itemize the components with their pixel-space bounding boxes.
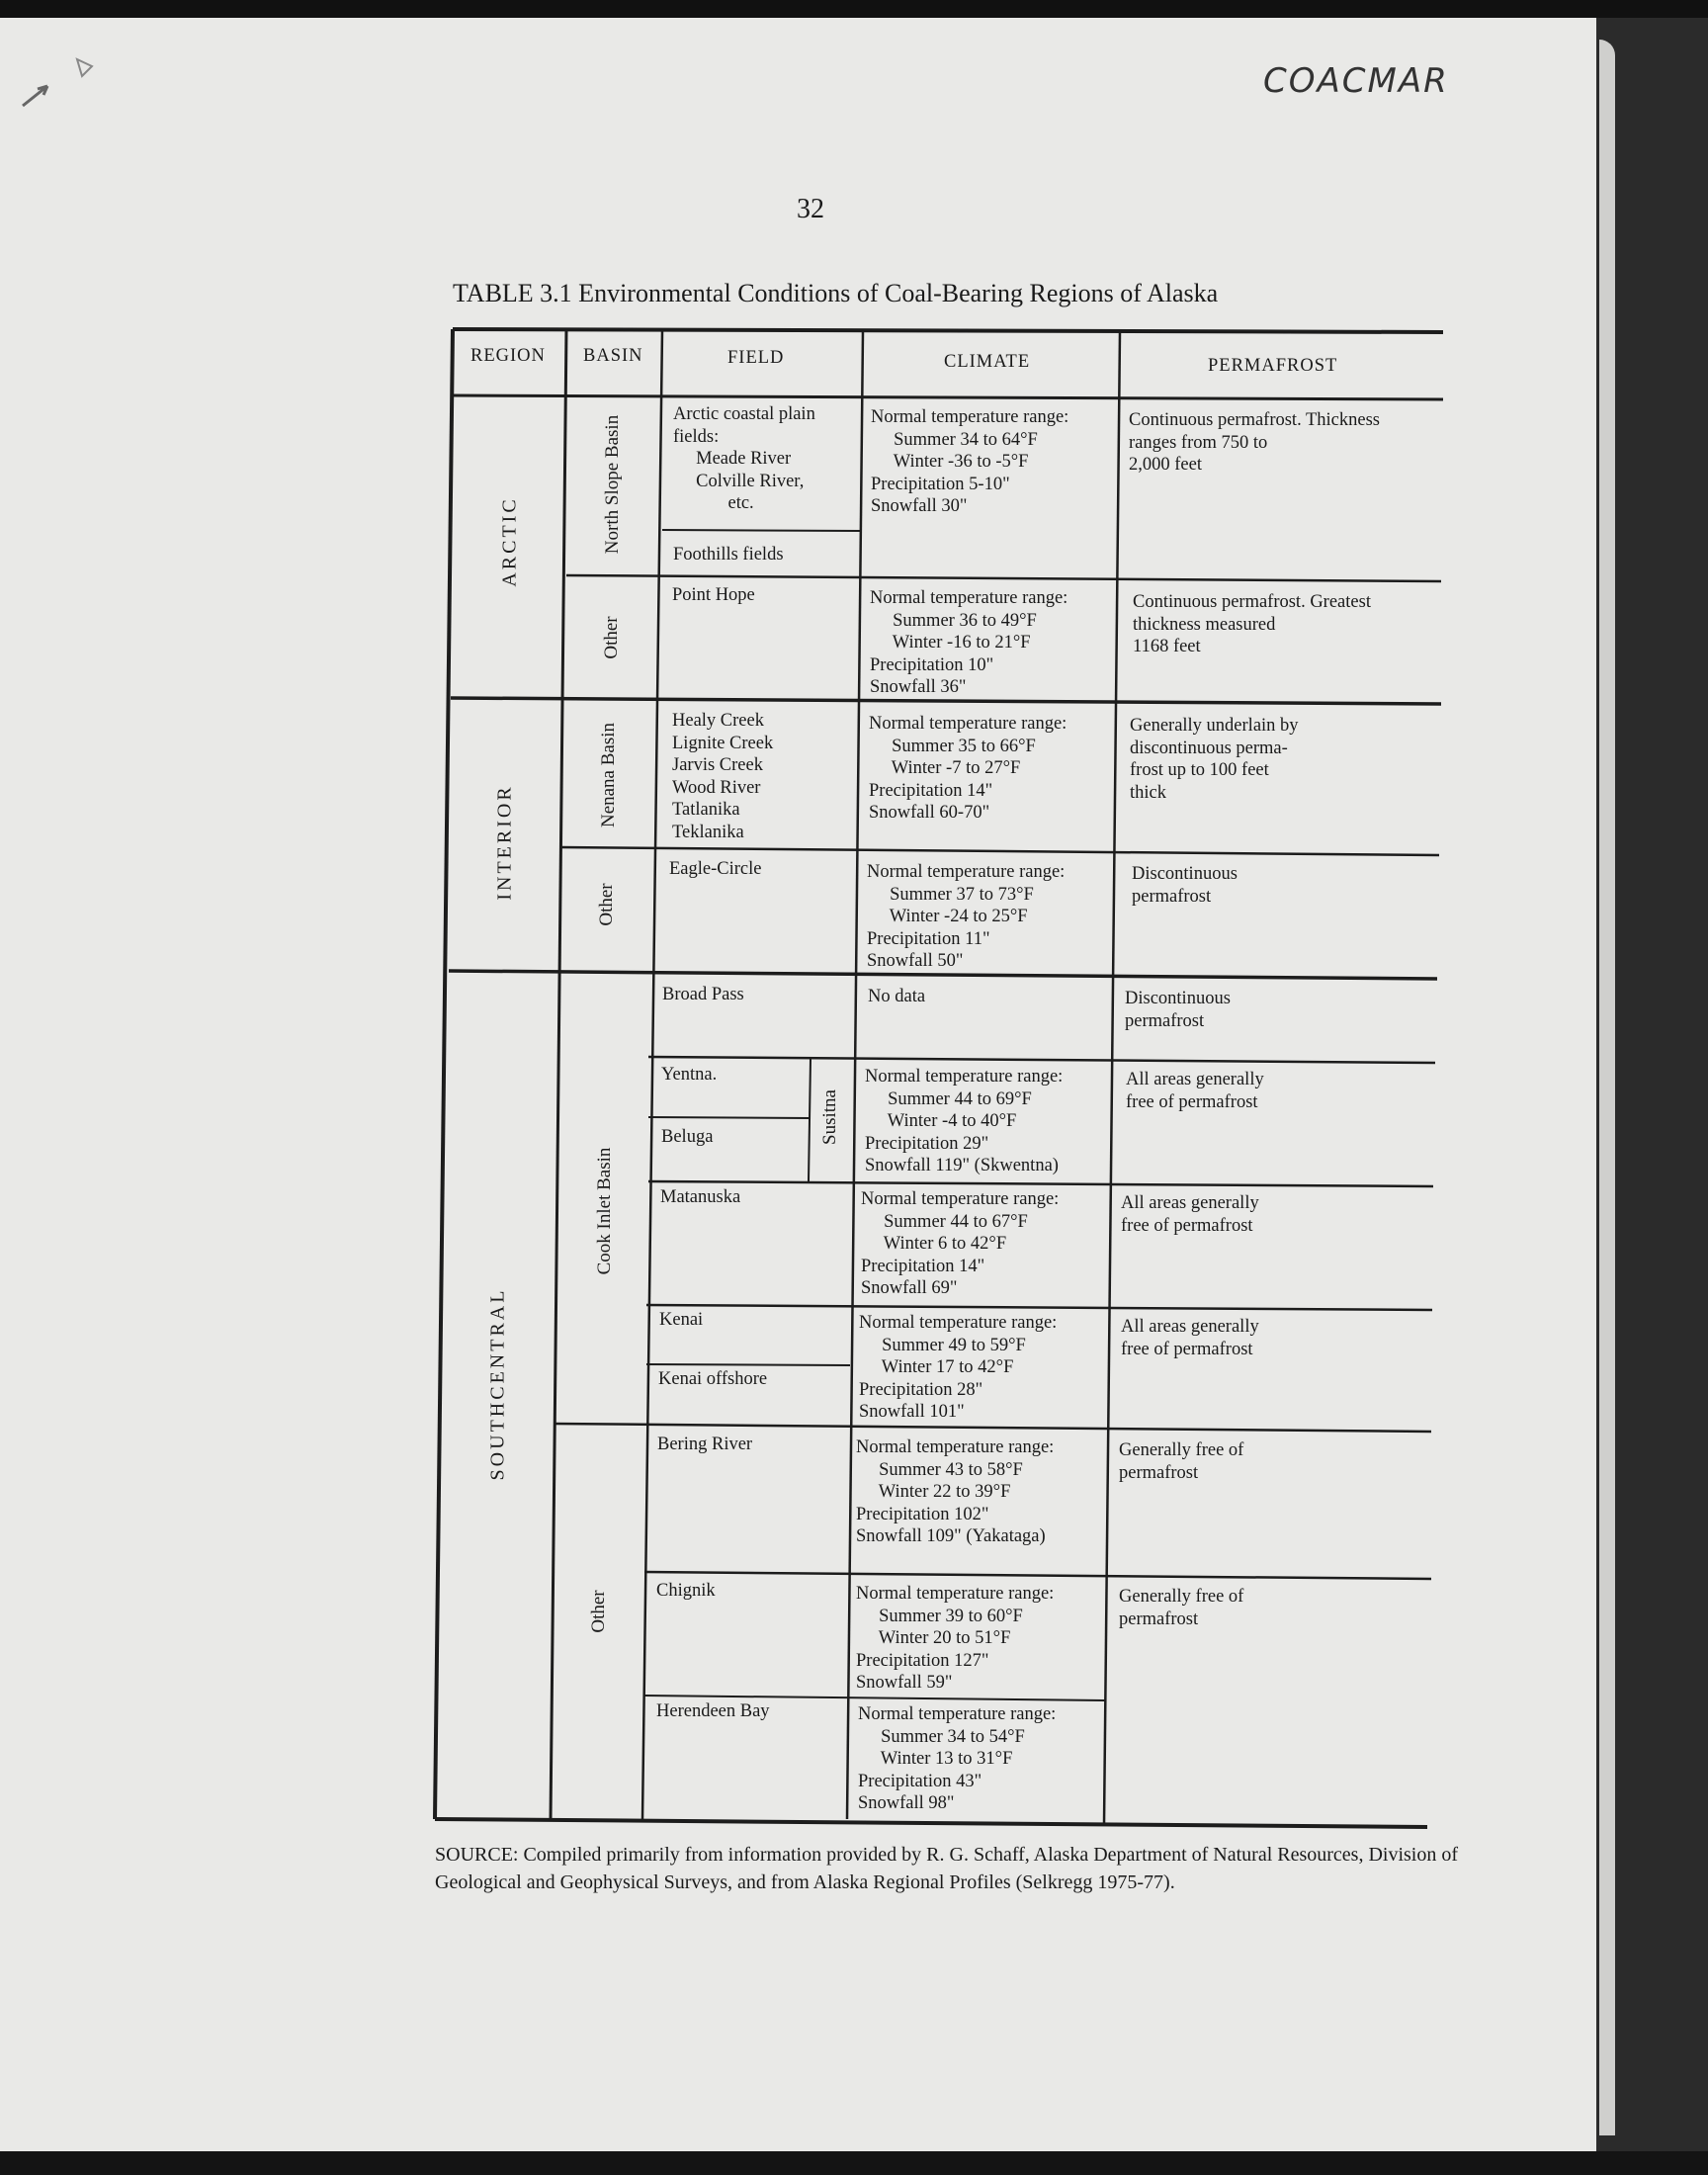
field-eagle-circle: Eagle-Circle xyxy=(669,859,762,879)
page-number: 32 xyxy=(797,194,824,224)
region-arctic: ARCTIC xyxy=(498,496,521,587)
field-broad-pass: Broad Pass xyxy=(662,985,744,1004)
field-nenana: Healy Creek Lignite Creek Jarvis Creek Wood River Tatlanika Teklanika xyxy=(672,711,774,842)
header-permafrost: PERMAFROST xyxy=(1208,356,1338,376)
climate-nenana: Normal temperature range: Summer 35 to 66°F Winter -7 to 27°F Precipitation 14" Snowfall 60-70" xyxy=(869,714,1068,823)
basin-interior-other: Other xyxy=(596,883,617,926)
permafrost-bering-river: Generally free of permafrost xyxy=(1119,1440,1244,1483)
permafrost-north-slope: Continuous permafrost. Thickness ranges from 750 to 2,000 feet xyxy=(1129,410,1381,475)
field-yentna: Yentna. xyxy=(661,1065,718,1085)
permafrost-point-hope: Continuous permafrost. Greatest thickness measured 1168 feet xyxy=(1133,592,1371,656)
field-kenai: Kenai xyxy=(659,1310,704,1330)
field-chignik: Chignik xyxy=(656,1581,716,1601)
handwritten-note: COACMAR xyxy=(1263,61,1449,101)
field-bering-river: Bering River xyxy=(657,1435,753,1454)
field-kenai-offshore: Kenai offshore xyxy=(658,1369,768,1389)
basin-southcentral-other: Other xyxy=(588,1590,609,1633)
region-southcentral: SOUTHCENTRAL xyxy=(486,1287,509,1481)
header-basin: BASIN xyxy=(583,346,643,366)
permafrost-kenai: All areas generally free of permafrost xyxy=(1121,1317,1259,1359)
climate-broad-pass: No data xyxy=(868,987,926,1006)
permafrost-nenana: Generally underlain by discontinuous perma- frost up to 100 feet thick xyxy=(1130,716,1299,803)
climate-chignik: Normal temperature range: Summer 39 to 60°F Winter 20 to 51°F Precipitation 127" Snowfall 59" xyxy=(856,1584,1055,1693)
field-herendeen-bay: Herendeen Bay xyxy=(656,1701,770,1721)
header-field: FIELD xyxy=(727,348,785,368)
source-note: SOURCE: Compiled primarily from information provided by R. G. Schaff, Alaska Department of Natural Resources, Division of Geological and Geophysical Surveys, and from Alaska Regional Profiles (Selkregg 1975-77). xyxy=(435,1844,1459,1893)
header-region: REGION xyxy=(470,346,546,366)
climate-point-hope: Normal temperature range: Summer 36 to 49°F Winter -16 to 21°F Precipitation 10" Snowfall 36" xyxy=(870,588,1068,697)
header-climate: CLIMATE xyxy=(944,352,1031,372)
basin-cook-inlet: Cook Inlet Basin xyxy=(594,1147,615,1275)
table-title: TABLE 3.1 Environmental Conditions of Coal-Bearing Regions of Alaska xyxy=(453,279,1219,307)
field-point-hope: Point Hope xyxy=(672,585,755,605)
climate-north-slope: Normal temperature range: Summer 34 to 64°F Winter -36 to -5°F Precipitation 5-10" Snowfall 30" xyxy=(871,407,1069,516)
climate-matanuska: Normal temperature range: Summer 44 to 67°F Winter 6 to 42°F Precipitation 14" Snowfall 69" xyxy=(861,1189,1060,1298)
climate-susitna: Normal temperature range: Summer 44 to 69°F Winter -4 to 40°F Precipitation 29" Snowfall 119" (Skwentna) xyxy=(865,1067,1064,1175)
region-interior: INTERIOR xyxy=(493,784,516,901)
climate-bering-river: Normal temperature range: Summer 43 to 58°F Winter 22 to 39°F Precipitation 102" Snowfall 109" (Yakataga) xyxy=(856,1437,1055,1546)
permafrost-susitna: All areas generally free of permafrost xyxy=(1126,1070,1264,1112)
permafrost-eagle-circle: Discontinuous permafrost xyxy=(1132,864,1238,907)
permafrost-broad-pass: Discontinuous permafrost xyxy=(1125,989,1231,1031)
climate-eagle-circle: Normal temperature range: Summer 37 to 73°F Winter -24 to 25°F Precipitation 11" Snowfall 50" xyxy=(867,862,1066,971)
basin-susitna: Susitna xyxy=(819,1089,840,1145)
field-matanuska: Matanuska xyxy=(660,1187,741,1207)
basin-arctic-other: Other xyxy=(601,616,622,659)
climate-kenai: Normal temperature range: Summer 49 to 59°F Winter 17 to 42°F Precipitation 28" Snowfall 101" xyxy=(859,1313,1058,1422)
climate-herendeen-bay: Normal temperature range: Summer 34 to 54°F Winter 13 to 31°F Precipitation 43" Snowfall 98" xyxy=(858,1704,1057,1813)
basin-north-slope: North Slope Basin xyxy=(602,414,623,555)
permafrost-matanuska: All areas generally free of permafrost xyxy=(1121,1193,1259,1236)
permafrost-chignik: Generally free of permafrost xyxy=(1119,1587,1244,1629)
field-arctic-coastal: Arctic coastal plain fields: Meade River Colville River, etc. xyxy=(673,404,815,513)
field-beluga: Beluga xyxy=(661,1127,714,1147)
basin-nenana: Nenana Basin xyxy=(598,722,619,828)
field-foothills: Foothills fields xyxy=(673,545,784,565)
